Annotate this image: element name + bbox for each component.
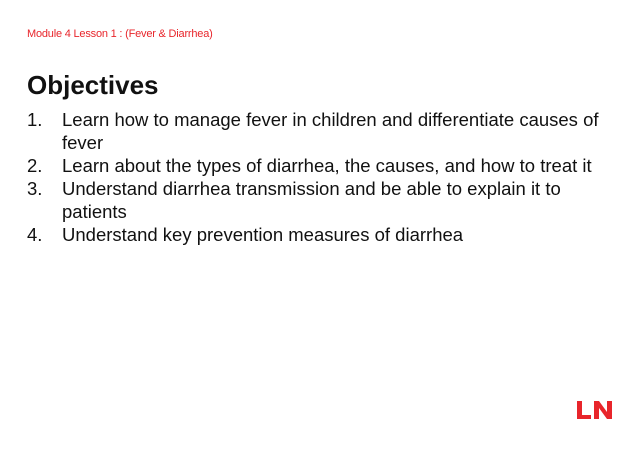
module-label: Module 4 Lesson 1 : (Fever & Diarrhea) [27,28,213,40]
objective-number: 1. [27,109,43,130]
logo-letter-l [577,401,591,419]
objective-number: 3. [27,178,43,199]
objective-number: 2. [27,155,43,176]
objective-item-1 [27,108,627,154]
objective-text: Learn about the types of diarrhea, the causes, and how to treat it [62,155,592,176]
objectives-list [27,108,627,246]
ln-logo-icon [576,400,614,420]
objective-item-4 [27,223,627,246]
objective-item-3 [27,177,627,223]
objective-item-2 [27,154,627,177]
logo-letter-n [594,401,612,419]
objective-text: Understand key prevention measures of diarrhea [62,224,464,245]
objective-number: 4. [27,224,43,245]
objective-text: Understand diarrhea transmission and be able to explain it to patients [62,178,561,222]
page-title: Objectives [27,70,159,100]
objective-text: Learn how to manage fever in children and differentiate causes of fever [62,109,599,153]
